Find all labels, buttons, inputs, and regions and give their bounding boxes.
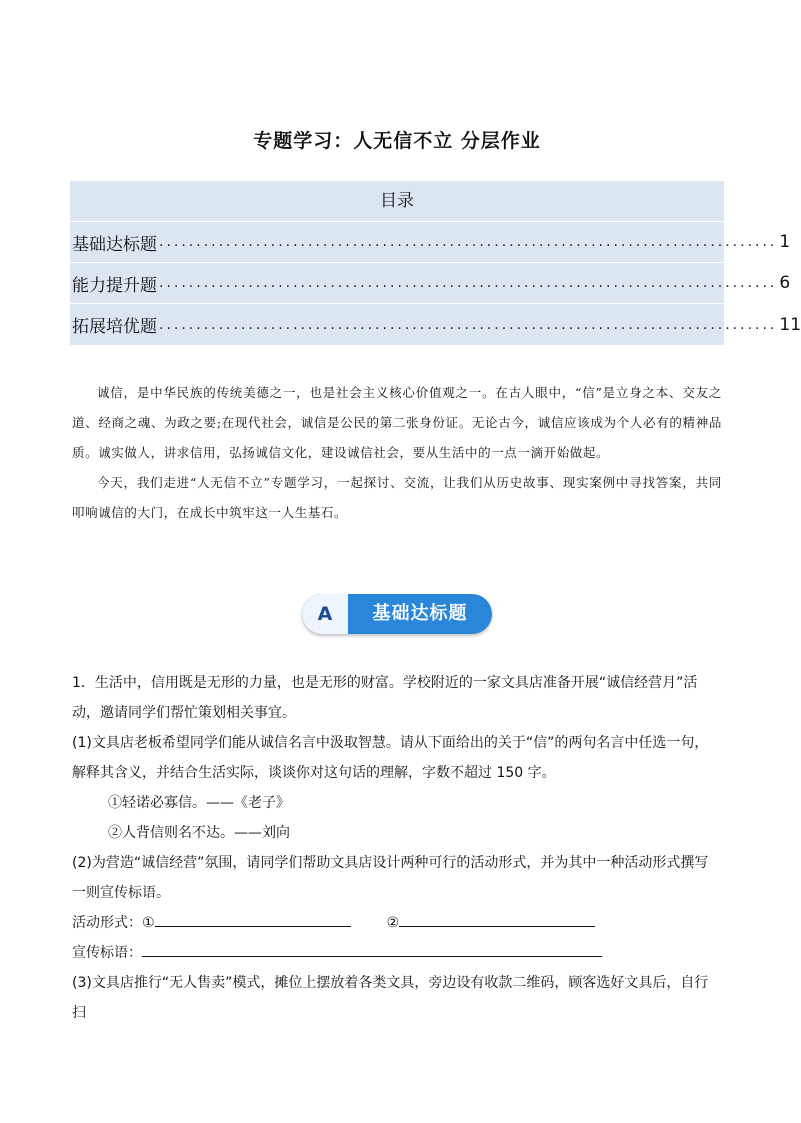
toc-item-extend[interactable] <box>70 304 801 345</box>
page-title: 专题学习：人无信不立 分层作业 <box>253 130 541 152</box>
section-letter: A <box>302 594 348 634</box>
toc-heading: 目录 <box>70 181 724 222</box>
toc-item-basic[interactable] <box>70 222 791 263</box>
question-part-2: (2)为营造“诚信经营”氛围，请同学们帮助文具店设计两种可行的活动形式，并为其中一种活动形式撰写一则宣传标语。 <box>72 855 709 901</box>
toc-item-improve[interactable] <box>70 263 791 304</box>
toc-item-page: 1 <box>779 232 791 252</box>
slogan-label: 宣传标语： <box>72 945 142 961</box>
intro-text <box>72 378 722 528</box>
table-of-contents <box>70 181 801 345</box>
question-part-1: (1)文具店老板希望同学们能从诚信名言中汲取智慧。请从下面给出的关于“信”的两句名言中任选一句，解释其含义，并结合生活实际，谈谈你对这句话的理解，字数不超过 150 字。 <box>72 735 709 781</box>
toc-item-page: 6 <box>779 273 791 293</box>
activity-label: 活动形式：① <box>72 915 155 931</box>
toc-item-label: 能力提升题 <box>72 275 157 296</box>
toc-leader-dots: ................................................................................... <box>159 234 778 250</box>
slogan-blank[interactable] <box>142 940 602 957</box>
slogan-line <box>72 938 722 968</box>
question-stem: 1．生活中，信用既是无形的力量，也是无形的财富。学校附近的一家文具店准备开展“诚信经营月”活动，邀请同学们帮忙策划相关事宜。 <box>72 675 698 721</box>
quote-item: ①轻诺必寡信。——《老子》 <box>108 795 290 811</box>
intro-paragraph: 今天，我们走进“人无信不立”专题学习，一起探讨、交流，让我们从历史故事、现实案例中寻找答案，共同叩响诚信的大门，在成长中筑牢这一人生基石。 <box>72 475 722 520</box>
toc-leader-dots: ................................................................................... <box>159 275 778 291</box>
toc-item-page: 11 <box>779 314 801 335</box>
question-1 <box>72 668 722 1028</box>
section-badge <box>302 594 492 634</box>
toc-leader-dots: ................................................................................... <box>159 316 778 333</box>
activity-second-label: ② <box>386 915 400 931</box>
section-label: 基础达标题 <box>372 603 468 624</box>
quote-item: ②人背信则名不达。——刘向 <box>108 825 290 841</box>
activity-2-blank[interactable] <box>399 910 595 927</box>
activity-line <box>72 908 722 938</box>
activity-1-blank[interactable] <box>155 910 351 927</box>
intro-paragraph: 诚信，是中华民族的传统美德之一，也是社会主义核心价值观之一。在古人眼中，“信”是立身之本、交友之道、经商之魂、为政之要;在现代社会，诚信是公民的第二张身份证。无论古今，诚信应该成为个人必有的精神品质。诚实做人，讲求信用，弘扬诚信文化，建设诚信社会，要从生活中的一点一滴开始做起。 <box>72 385 722 460</box>
question-part-3: (3)文具店推行“无人售卖”模式，摊位上摆放着各类文具，旁边设有收款二维码，顾客选好文具后，自行扫 <box>72 975 709 1021</box>
toc-item-label: 拓展培优题 <box>72 317 157 337</box>
toc-item-label: 基础达标题 <box>72 234 157 255</box>
